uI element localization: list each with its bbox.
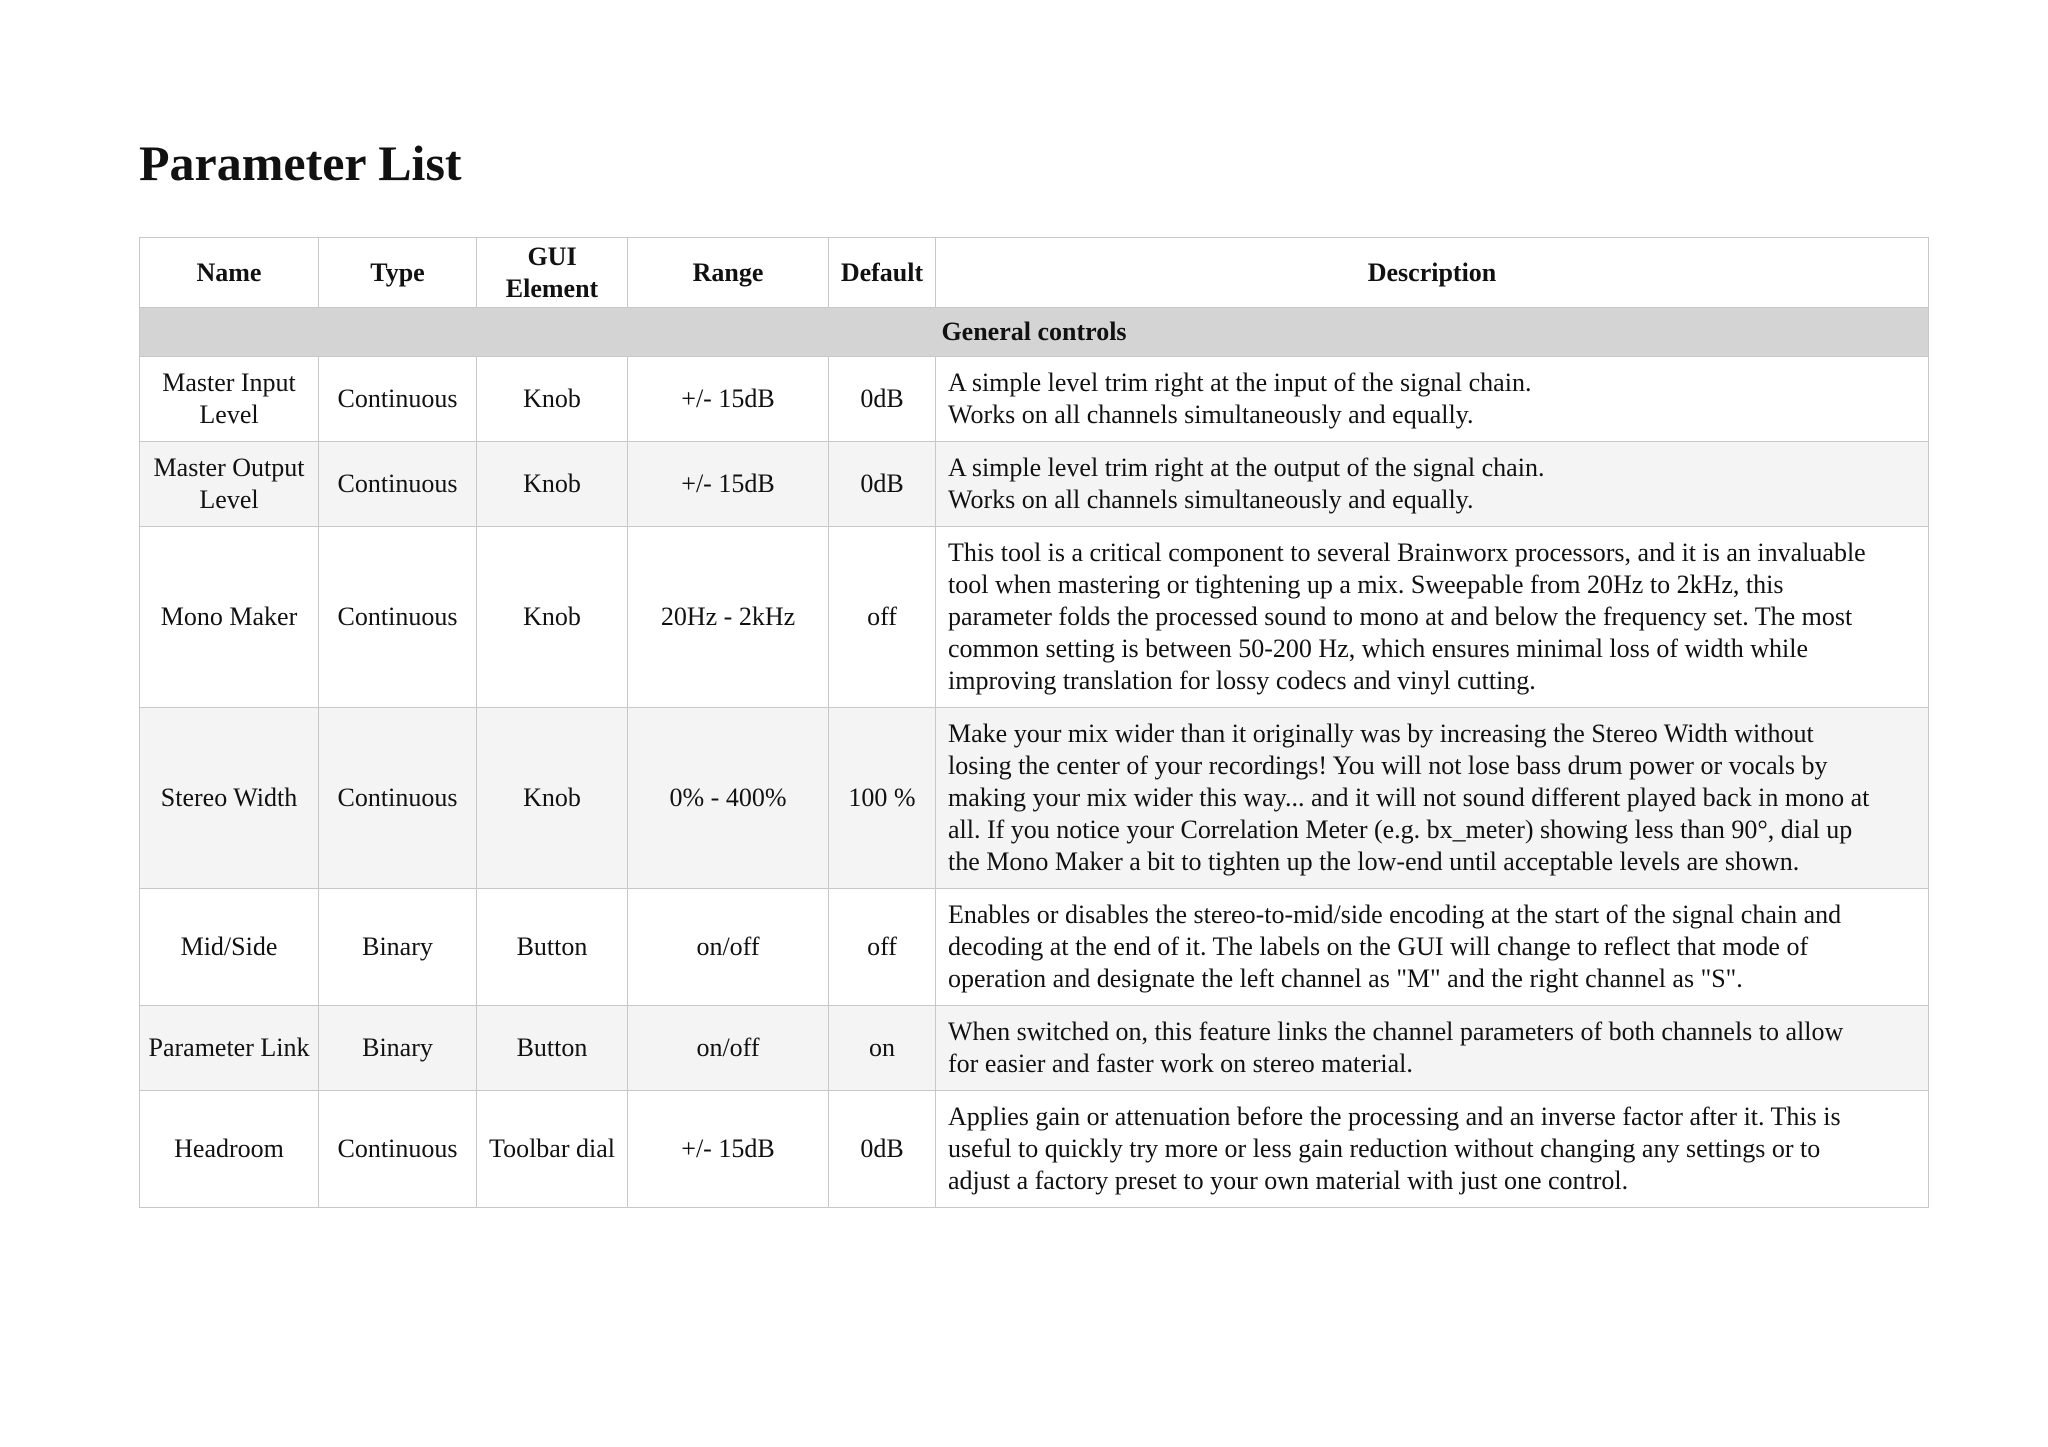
cell-default: 100 % [829,708,936,889]
cell-description-line: adjust a factory preset to your own material with just one control. [948,1166,1629,1195]
cell-description-line: Enables or disables the stereo-to-mid/side encoding at the start of the signal chain and [948,900,1842,929]
cell-gui-element: Button [477,889,628,1006]
cell-description-line: This tool is a critical component to several Brainworx processors, and it is an invaluable [948,538,1866,567]
cell-name-line: Master Input [162,368,296,397]
cell-type: Continuous [319,442,477,527]
table-header-row [140,238,1929,308]
cell-type: Binary [319,1006,477,1091]
cell-default: 0dB [829,357,936,442]
section-row [140,308,1929,357]
cell-description-line: operation and designate the left channel as "M" and the right channel as "S". [948,964,1743,993]
column-header-type: Type [319,238,477,308]
cell-name-line: Headroom [174,1134,284,1163]
column-header-gui-element-line1: GUI [527,241,577,271]
cell-description-line: Works on all channels simultaneously and equally. [948,400,1474,429]
cell-description [936,889,1929,1006]
cell-description-line: useful to quickly try more or less gain reduction without changing any settings or to [948,1134,1821,1163]
cell-description-line: common setting is between 50-200 Hz, which ensures minimal loss of width while [948,634,1809,663]
cell-gui-element: Knob [477,357,628,442]
table-row [140,1006,1929,1091]
cell-range: 20Hz - 2kHz [628,527,829,708]
cell-description [936,442,1929,527]
cell-default: 0dB [829,442,936,527]
cell-name [140,442,319,527]
cell-default: off [829,889,936,1006]
cell-description-line: A simple level trim right at the input of the signal chain. [948,368,1532,397]
parameter-table [139,237,1929,1208]
column-header-gui-element-line2: Element [505,273,599,303]
table-row [140,357,1929,442]
cell-description-line: Applies gain or attenuation before the processing and an inverse factor after it. This is [948,1102,1841,1131]
cell-gui-element: Knob [477,442,628,527]
column-header-name: Name [140,238,319,308]
cell-description-line: Make your mix wider than it originally was by increasing the Stereo Width without [948,719,1814,748]
page-title: Parameter List [139,135,462,191]
cell-name [140,357,319,442]
cell-name [140,889,319,1006]
cell-description [936,1006,1929,1091]
cell-name-line: Mono Maker [160,602,298,631]
cell-range: on/off [628,889,829,1006]
cell-name-line: Level [199,400,259,429]
cell-type: Binary [319,889,477,1006]
cell-description [936,1091,1929,1208]
cell-type: Continuous [319,357,477,442]
cell-range: +/- 15dB [628,442,829,527]
cell-name-line: Master Output [153,453,305,482]
cell-gui-element: Toolbar dial [477,1091,628,1208]
cell-description-line: tool when mastering or tightening up a mix. Sweepable from 20Hz to 2kHz, this [948,570,1784,599]
cell-name-line: Level [199,485,259,514]
cell-default: on [829,1006,936,1091]
cell-description [936,357,1929,442]
cell-default: 0dB [829,1091,936,1208]
table-row [140,442,1929,527]
cell-gui-element: Knob [477,527,628,708]
cell-gui-element: Knob [477,708,628,889]
cell-name [140,1091,319,1208]
cell-name [140,527,319,708]
cell-default: off [829,527,936,708]
cell-description-line: A simple level trim right at the output of the signal chain. [948,453,1545,482]
column-header-range: Range [628,238,829,308]
cell-type: Continuous [319,708,477,889]
cell-description-line: for easier and faster work on stereo material. [948,1049,1413,1078]
cell-type: Continuous [319,1091,477,1208]
cell-name-line: Mid/Side [180,932,278,961]
cell-description-line: all. If you notice your Correlation Meter (e.g. bx_meter) showing less than 90°, dial up [948,815,1853,844]
cell-name [140,1006,319,1091]
cell-range: 0% - 400% [628,708,829,889]
table-row [140,1091,1929,1208]
table-row [140,889,1929,1006]
cell-description-line: parameter folds the processed sound to mono at and below the frequency set. The most [948,602,1853,631]
column-header-default: Default [829,238,936,308]
cell-description-line: decoding at the end of it. The labels on the GUI will change to reflect that mode of [948,932,1809,961]
cell-description-line: making your mix wider this way... and it will not sound different played back in mono at [948,783,1870,812]
cell-description-line: Works on all channels simultaneously and equally. [948,485,1474,514]
cell-range: +/- 15dB [628,1091,829,1208]
cell-description [936,708,1929,889]
cell-description-line: the Mono Maker a bit to tighten up the low-end until acceptable levels are shown. [948,847,1800,876]
table-row [140,527,1929,708]
cell-description-line: losing the center of your recordings! You will not lose bass drum power or vocals by [948,751,1828,780]
cell-type: Continuous [319,527,477,708]
cell-description-line: improving translation for lossy codecs and vinyl cutting. [948,666,1536,695]
column-header-description: Description [936,238,1929,308]
cell-description-line: When switched on, this feature links the channel parameters of both channels to allow [948,1017,1844,1046]
column-header-gui-element [477,238,628,308]
cell-description [936,527,1929,708]
cell-name-line: Stereo Width [160,783,298,812]
section-title: General controls [140,308,1929,357]
table-row [140,708,1929,889]
cell-name-line: Parameter Link [148,1033,310,1062]
cell-name [140,708,319,889]
cell-range: on/off [628,1006,829,1091]
cell-gui-element: Button [477,1006,628,1091]
cell-range: +/- 15dB [628,357,829,442]
